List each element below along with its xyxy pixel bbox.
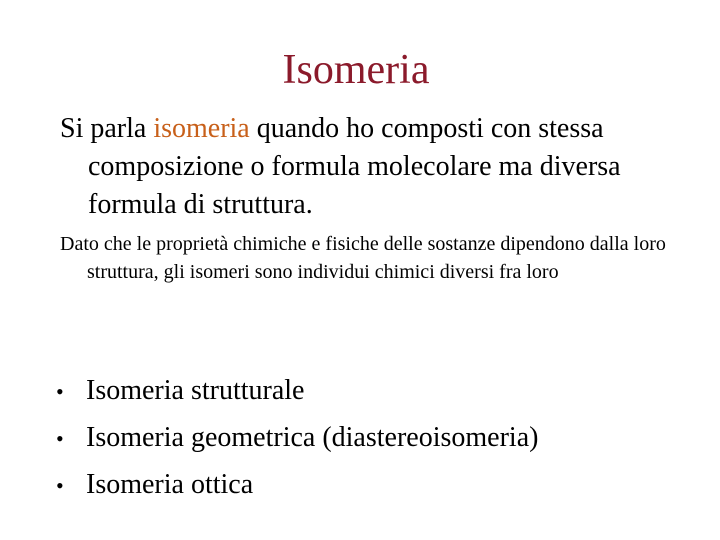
bullet-text: Isomeria geometrica (diastereoisomeria) [86, 422, 539, 453]
bullet-dot-icon: • [56, 473, 64, 498]
definition-highlight: isomeria [153, 113, 250, 144]
slide-title: Isomeria [282, 47, 430, 93]
definition-suffix: quando ho composti con stessa composizione o formula molecolare ma diversa formula di struttura. [88, 113, 621, 220]
bullet-item [56, 415, 676, 462]
bullet-text: Isomeria ottica [86, 469, 254, 500]
bullet-text: Isomeria strutturale [86, 375, 305, 406]
definition-prefix: Si parla [60, 113, 154, 144]
bullet-dot-icon: • [56, 379, 64, 404]
definition-paragraph [60, 110, 688, 224]
bullet-item [56, 368, 676, 415]
note-paragraph: Dato che le proprietà chimiche e fisiche delle sostanze dipendono dalla loro struttura, gli isomeri sono individui chimici diversi fra loro [60, 233, 666, 283]
bullet-dot-icon: • [56, 426, 64, 451]
bullet-list [56, 368, 676, 509]
bullet-item [56, 462, 676, 509]
